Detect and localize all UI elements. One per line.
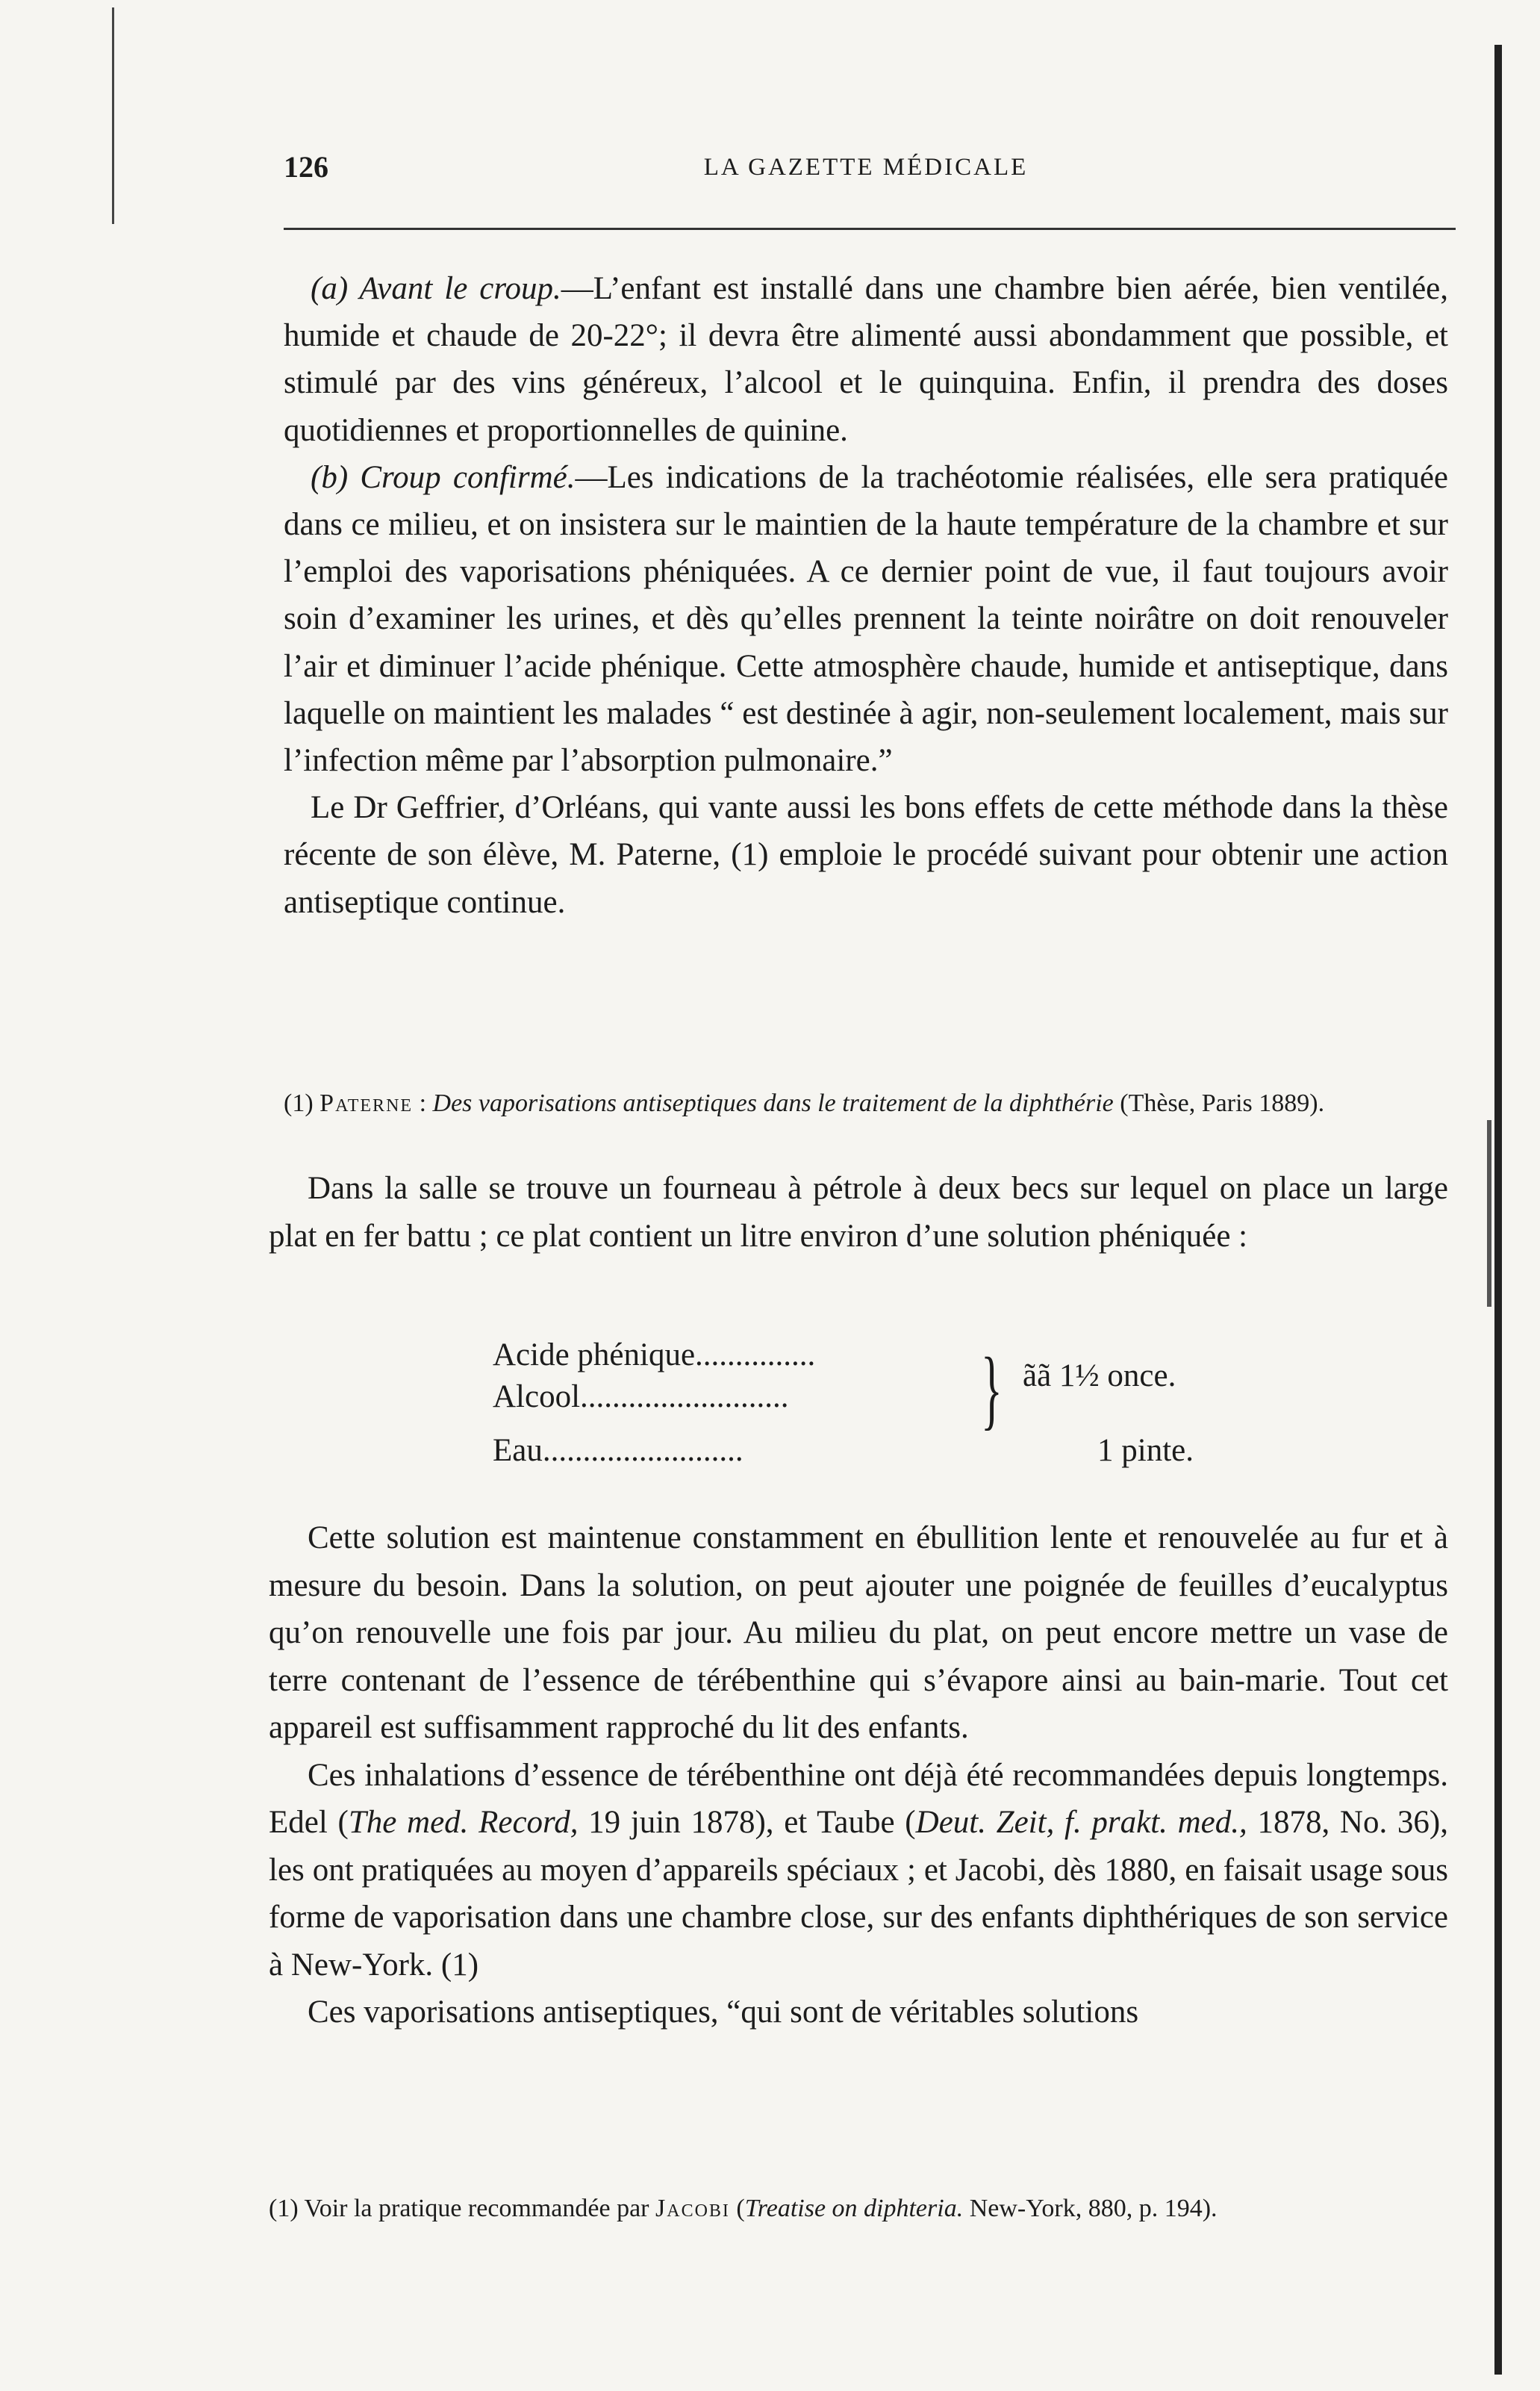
paragraph-croup-confirme bbox=[284, 454, 1448, 784]
note-author: Paterne bbox=[319, 1089, 414, 1117]
page-edge-right bbox=[1494, 45, 1502, 2375]
formula-dose-eau: 1 pinte. bbox=[1097, 1433, 1194, 1468]
page-edge-right-shadow bbox=[1487, 1120, 1491, 1307]
recipe-formula bbox=[493, 1337, 1239, 1493]
formula-brace: } bbox=[981, 1339, 1003, 1438]
citation-med-record: The med. Record, bbox=[348, 1805, 579, 1840]
main-text-middle bbox=[269, 1165, 1448, 1260]
paragraph-inhalations bbox=[269, 1752, 1448, 1989]
paragraph-avant-le-croup bbox=[284, 265, 1448, 454]
inline-footnote bbox=[284, 1086, 1448, 1121]
section-label-a: (a) Avant le croup. bbox=[311, 271, 561, 306]
header-rule bbox=[284, 228, 1456, 230]
formula-row-acide: Acide phénique............... bbox=[493, 1337, 816, 1372]
formula-dose-mixed: ãã 1½ once. bbox=[1023, 1358, 1176, 1393]
inhalations-text-1: Ces inhalations d’essence de térébenthine ont déjà été recommandées depuis longtemps. Edel ( bbox=[269, 1757, 1448, 1840]
inhalations-text-3: 1878, No. 36), les ont pratiquées au moyen d’appareils spéciaux ; et Jacobi, dès 1880, en faisait usage sous forme de vaporisation dans une chambre close, sur des enfants diphthériques de son service à New-York. (1) bbox=[269, 1805, 1449, 1983]
paragraph-salle: Dans la salle se trouve un fourneau à pétrole à deux becs sur lequel on place un large plat en fer battu ; ce plat contient un litre environ d’une solution phéniquée : bbox=[269, 1171, 1448, 1254]
paragraph-geffrier: Le Dr Geffrier, d’Orléans, qui vante aussi les bons effets de cette méthode dans la thèse récente de son élève, M. Paterne, (1) emploie le procédé suivant pour obtenir une action antiseptique continue. bbox=[284, 790, 1448, 920]
formula-row-alcool: Alcool.......................... bbox=[493, 1379, 789, 1414]
page-edge-left bbox=[112, 7, 114, 224]
footnote-text-1: (1) Voir la pratique recommandée par bbox=[269, 2195, 655, 2222]
footnote-text-3: New-York, 880, p. 194). bbox=[963, 2195, 1218, 2222]
running-head: LA GAZETTE MÉDICALE bbox=[703, 154, 1029, 181]
note-rest: (Thèse, Paris 1889). bbox=[1113, 1089, 1325, 1117]
section-text-a: —L’enfant est installé dans une chambre bien aérée, bien ventilée, humide et chaude de 20-22°; il devra être alimenté aussi abondamment que possible, et stimulé par des vins généreux, l’alcool et le quinquina. Enfin, il prendra des doses quotidiennes et proportionnelles de quinine. bbox=[284, 271, 1448, 448]
page-header bbox=[284, 149, 1448, 194]
citation-deut-zeit: Deut. Zeit, f. prakt. med., bbox=[915, 1805, 1247, 1840]
note-marker: (1) bbox=[284, 1089, 320, 1117]
footnote-text-2: ( bbox=[729, 2195, 745, 2222]
section-text-b: —Les indications de la trachéotomie réalisées, elle sera pratiquée dans ce milieu, et on insistera sur le maintien de la haute température de la chambre et sur l’emploi des vaporisations phéniquées. A ce dernier point de vue, il faut toujours avoir soin d’examiner les urines, et dès qu’elles prennent la teinte noirâtre on doit renouveler l’air et diminuer l’acide phénique. Cette atmosphère chaude, humide et antiseptique, dans laquelle on maintient les malades “ est destinée à agir, non-seulement localement, mais sur l’infection même par l’absorption pulmonaire.” bbox=[284, 459, 1449, 779]
footnote-author: Jacobi bbox=[655, 2195, 730, 2222]
main-text-top bbox=[284, 265, 1448, 926]
main-text-bottom bbox=[269, 1514, 1448, 2036]
note-title: Des vaporisations antiseptiques dans le traitement de la diphthérie bbox=[432, 1089, 1114, 1117]
section-label-b: (b) Croup confirmé. bbox=[311, 459, 576, 495]
paragraph-vaporisations: Ces vaporisations antiseptiques, “qui sont de véritables solutions bbox=[308, 1994, 1139, 2030]
note-separator: : bbox=[413, 1089, 433, 1117]
footnote-title: Treatise on diphteria. bbox=[744, 2195, 964, 2222]
inhalations-text-2: 19 juin 1878), et Taube ( bbox=[578, 1805, 916, 1840]
page-number: 126 bbox=[284, 150, 328, 184]
paragraph-solution: Cette solution est maintenue constamment en ébullition lente et renouvelée au fur et à mesure du besoin. Dans la solution, on peut ajouter une poignée de feuilles d’eucalyptus qu’on renouvelle une fois par jour. Au milieu du plat, on peut encore mettre un vase de terre contenant de l’essence de térébenthine qui s’évapore ainsi au bain-marie. Tout cet appareil est suffisamment rapproché du lit des enfants. bbox=[269, 1520, 1448, 1745]
bottom-footnote bbox=[269, 2192, 1448, 2226]
formula-row-eau: Eau......................... bbox=[493, 1433, 743, 1468]
